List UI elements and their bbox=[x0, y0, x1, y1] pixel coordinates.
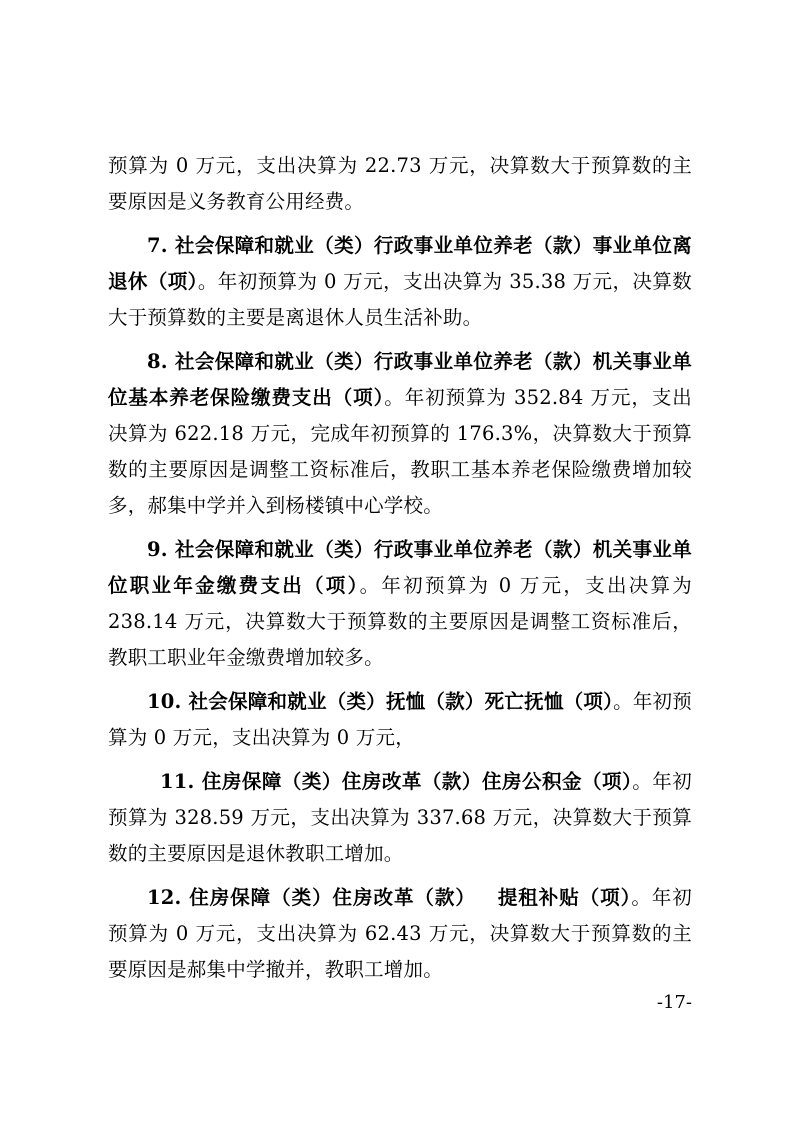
paragraph-9 bbox=[108, 532, 692, 676]
paragraph-text: 。年初预算为 0 万元，支出决算为 0 万元， bbox=[108, 690, 692, 749]
paragraph-6-continued bbox=[108, 148, 692, 220]
paragraph-text: 。年初预算为 352.84 万元，支出决算为 622.18 万元，完成年初预算的 176.3%，决算数大于预算数的主要原因是调整工资标准后，教职工基本养老保险缴费增加较多，郝集中学并入到杨楼镇中心学校。 bbox=[108, 386, 692, 517]
paragraph-text: 预算为 0 万元，支出决算为 22.73 万元，决算数大于预算数的主要原因是义务教育公用经费。 bbox=[108, 154, 692, 213]
paragraph-11 bbox=[108, 764, 692, 872]
paragraph-heading: 7. 社会保障和就业（类）行政事业单位养老（款）事业单位离退休（项） bbox=[108, 234, 692, 293]
paragraph-text: 。年初预算为 0 万元，支出决算为 35.38 万元，决算数大于预算数的主要是离退休人员生活补助。 bbox=[108, 270, 692, 329]
paragraph-10 bbox=[108, 684, 692, 756]
paragraph-heading: 11. 住房保障（类）住房改革（款）住房公积金（项） bbox=[160, 770, 633, 793]
paragraph-8 bbox=[108, 344, 692, 524]
paragraph-heading-part-a: 12. 住房保障（类）住房改革（款） bbox=[147, 886, 476, 909]
paragraph-12 bbox=[108, 880, 692, 988]
paragraph-heading: 8. 社会保障和就业（类）行政事业单位养老（款）机关事业单位基本养老保险缴费支出（项） bbox=[108, 350, 692, 409]
page-number: -17- bbox=[656, 992, 692, 1013]
paragraph-7 bbox=[108, 228, 692, 336]
paragraph-text: 。年初预算为 328.59 万元，支出决算为 337.68 万元，决算数大于预算数的主要原因是退休教职工增加。 bbox=[108, 770, 692, 865]
paragraph-heading-part-b: 提租补贴（项） bbox=[497, 886, 632, 909]
paragraph-heading: 9. 社会保障和就业（类）行政事业单位养老（款）机关事业单位职业年金缴费支出（项） bbox=[108, 538, 692, 597]
document-body bbox=[108, 148, 692, 996]
paragraph-heading: 10. 社会保障和就业（类）抚恤（款）死亡抚恤（项） bbox=[147, 690, 614, 713]
paragraph-text: 。年初预算为 0 万元，支出决算为 238.14 万元，决算数大于预算数的主要原因是调整工资标准后，教职工职业年金缴费增加较多。 bbox=[108, 574, 692, 669]
paragraph-text: 。年初预算为 0 万元，支出决算为 62.43 万元，决算数大于预算数的主要原因是郝集中学撤并，教职工增加。 bbox=[108, 886, 692, 981]
